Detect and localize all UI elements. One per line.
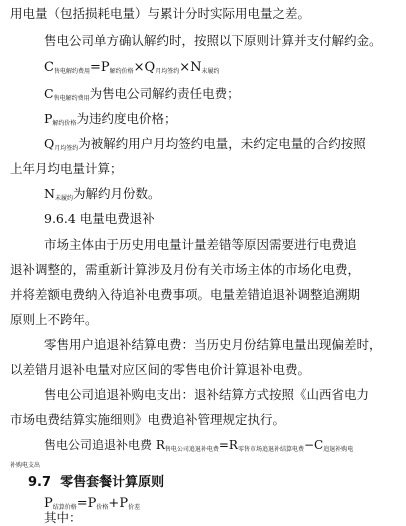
text-line: 以差错月退补电量对应区间的零售电价计算退补电费。: [10, 362, 311, 377]
text-line: 上年月均电量计算；: [10, 161, 123, 176]
text-line: 其中：: [44, 510, 82, 525]
text-line: 零售用户追退补结算电费：当历史月份结算电量出现偏差时，: [44, 337, 382, 352]
section-heading: 9.7 零售套餐计算原则: [28, 475, 165, 490]
text-line: 原则上不跨年。: [10, 312, 98, 327]
definition-p: $P_{解约价格}$为违约度电价格；: [44, 111, 177, 127]
text-line: 市场主体由于历史用电量计量差错等原因需要进行电费追: [44, 237, 357, 252]
text-line: 用电量（包括损耗电量）与累计分时实际用电量之差。: [10, 6, 311, 21]
formula-supplement-cost: 售电公司追退补电费 $R_{售电公司追退补电费}=R_{零售市场追退补结算电费}-C_{追退补购电}$: [44, 438, 354, 453]
formula-termination-fee: $C_{售电解约费用}=P_{解约价格}\times Q_{月均签约}\times N_{未履约}$: [44, 60, 220, 75]
definition-q: $Q_{月均签约}$为被解约用户月均签约电量，未约定电量的合约按照: [44, 136, 366, 152]
text-line: 退补调整的，需重新计算涉及月份有关市场主体的市场化电费，: [10, 262, 361, 277]
text-line: 市场电费结算实施细则》电费追补管理规定执行。: [10, 412, 286, 427]
text-line: 售电公司追退补购电支出：退补结算方式按照《山西省电力: [44, 387, 370, 402]
formula-retail-package: $P_{结算价格}=P_{价格}+P_{价差}$: [44, 496, 141, 511]
text-line: 并将差额电费纳入待追补电费事项。电量差错追退补调整追溯期: [10, 287, 361, 302]
subsection-heading: 9.6.4 电量电费退补: [44, 211, 155, 226]
text-line: 售电公司单方确认解约时，按照以下原则计算并支付解约金。: [44, 33, 382, 48]
definition-c: $C_{售电解约费用}$为售电公司解约责任电费；: [44, 86, 240, 102]
text-line: 补购电支出: [10, 462, 41, 469]
definition-n: $N_{未履约}$为解约月份数。: [44, 186, 161, 202]
